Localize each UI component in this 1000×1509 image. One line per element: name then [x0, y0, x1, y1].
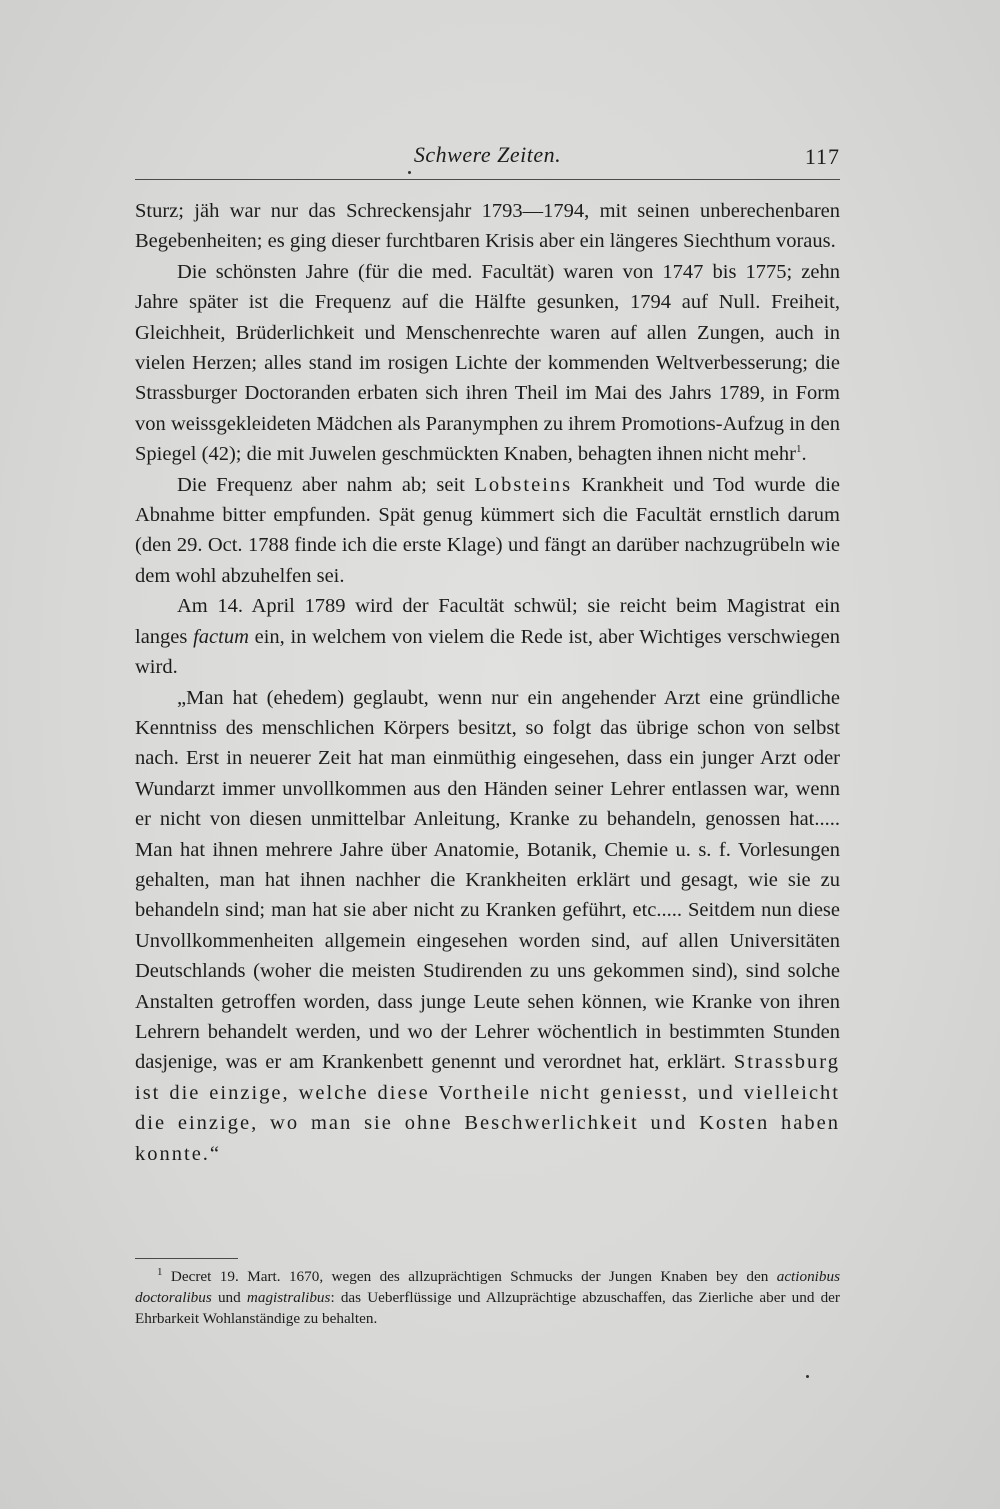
- footnote-marker: 1: [157, 1265, 163, 1278]
- paragraph-4-text-a: Am 14. April 1789 wird der Facultät schwül; sie reicht beim Magistrat ein langes: [135, 595, 840, 648]
- running-title: Schwere Zeiten.: [413, 142, 562, 167]
- footnote-rule: [135, 1258, 238, 1259]
- paragraph-1-text: Sturz; jäh war nur das Schreckensjahr 1793—1794, mit seinen unberechenbaren Begebenheiten; es ging dieser furchtbaren Krisis aber ein längeres Siechthum voraus.: [135, 200, 840, 253]
- print-speck: [408, 171, 411, 174]
- page-number: 117: [804, 144, 840, 169]
- footnote-1: [135, 1266, 840, 1329]
- footnote-1-text-a: Decret 19. Mart. 1670, wegen des allzuprächtigen Schmucks der Jungen Knaben bey den: [162, 1268, 777, 1285]
- footnote-1-italic-2: magistralibus: [246, 1289, 331, 1306]
- person-name-lobstein: Lobsteins: [474, 473, 573, 496]
- footnote-1-text-c: : das Ueberflüssige und Allzuprächtige abzuschaffen, das Zierliche aber und der Ehrbarkeit Wohlanständige zu behalten.: [135, 1289, 840, 1327]
- paragraph-5-quotation: [135, 683, 840, 1170]
- paragraph-3-text-b: Krankheit und Tod wurde die Abnahme bitter empfunden. Spät genug kümmert sich die Facultät ernstlich darum (den 29. Oct. 1788 finde ich die erste Klage) und fängt an darüber nachzugrübeln wie dem wohl abzuhelfen sei.: [135, 473, 840, 587]
- paragraph-2: [135, 257, 840, 470]
- footnote-reference[interactable]: 1: [795, 443, 802, 456]
- footnote-1-text-b: und: [211, 1289, 247, 1306]
- footnote-1-italic-1: actionibus doctoralibus: [135, 1268, 840, 1306]
- paragraph-3: [135, 470, 840, 592]
- running-head: [135, 140, 840, 174]
- print-speck: [806, 1375, 809, 1378]
- body-text: [135, 196, 840, 1169]
- paragraph-2-end: .: [801, 443, 807, 466]
- quotation-spaced-text: Strassburg ist die einzige, welche diese Vortheile nicht geniesst, und vielleicht die einzige, wo man sie ohne Beschwerlichkeit und Kosten haben konnte.“: [135, 1051, 840, 1165]
- paragraph-4: [135, 591, 840, 682]
- paragraph-1: [135, 196, 840, 257]
- italic-term-factum: factum: [193, 625, 249, 648]
- quotation-text: „Man hat (ehedem) geglaubt, wenn nur ein angehender Arzt eine gründliche Kenntniss des menschlichen Körpers besitzt, so folgt das übrige schon von selbst nach. Erst in neuerer Zeit hat man einmüthig eingesehen, dass ein junger Arzt oder Wundarzt immer unvollkommen aus den Händen seiner Lehrer entlassen war, wenn er nicht von diesen unmittelbar Anleitung, Kranke zu behandeln, genossen hat..... Man hat ihnen mehrere Jahre über Anatomie, Botanik, Chemie u. s. f. Vorlesungen gehalten, man hat ihnen nachher die Krankheiten erklärt und gesagt, wie sie zu behandeln sind; man hat sie aber nicht zu Kranken geführt, etc..... Seitdem nun diese Unvollkommenheiten allgemein eingesehen worden sind, auf allen Universitäten Deutschlands (woher die meisten Studirenden zu uns gekommen sind), sind solche Anstalten getroffen worden, dass junge Leute sehen können, wie Kranke von ihren Lehrern behandelt werden, und wo der Lehrer wöchentlich in bestimmten Stunden dasjenige, was er am Krankenbett genennt und verordnet hat, erklärt.: [135, 686, 840, 1074]
- header-rule: [135, 179, 840, 180]
- footnotes: [135, 1266, 840, 1329]
- paragraph-4-text-b: ein, in welchem von vielem die Rede ist, aber Wichtiges verschwiegen wird.: [135, 625, 840, 679]
- paragraph-2-text: Die schönsten Jahre (für die med. Facultät) waren von 1747 bis 1775; zehn Jahre später ist die Frequenz auf die Hälfte gesunken, 1794 auf Null. Freiheit, Gleichheit, Brüderlichkeit und Menschenrechte waren auf allen Zungen, auch in vielen Herzen; alles stand im rosigen Lichte der kommenden Weltverbesserung; die Strassburger Doctoranden erbaten sich ihren Theil im Mai des Jahrs 1789, in Form von weissgekleideten Mädchen als Paranymphen zu ihrem Promotions-Aufzug in den Spiegel (42); die mit Juwelen geschmückten Knaben, behagten ihnen nicht mehr: [135, 260, 840, 466]
- paragraph-3-text-a: Die Frequenz aber nahm ab; seit: [177, 473, 475, 496]
